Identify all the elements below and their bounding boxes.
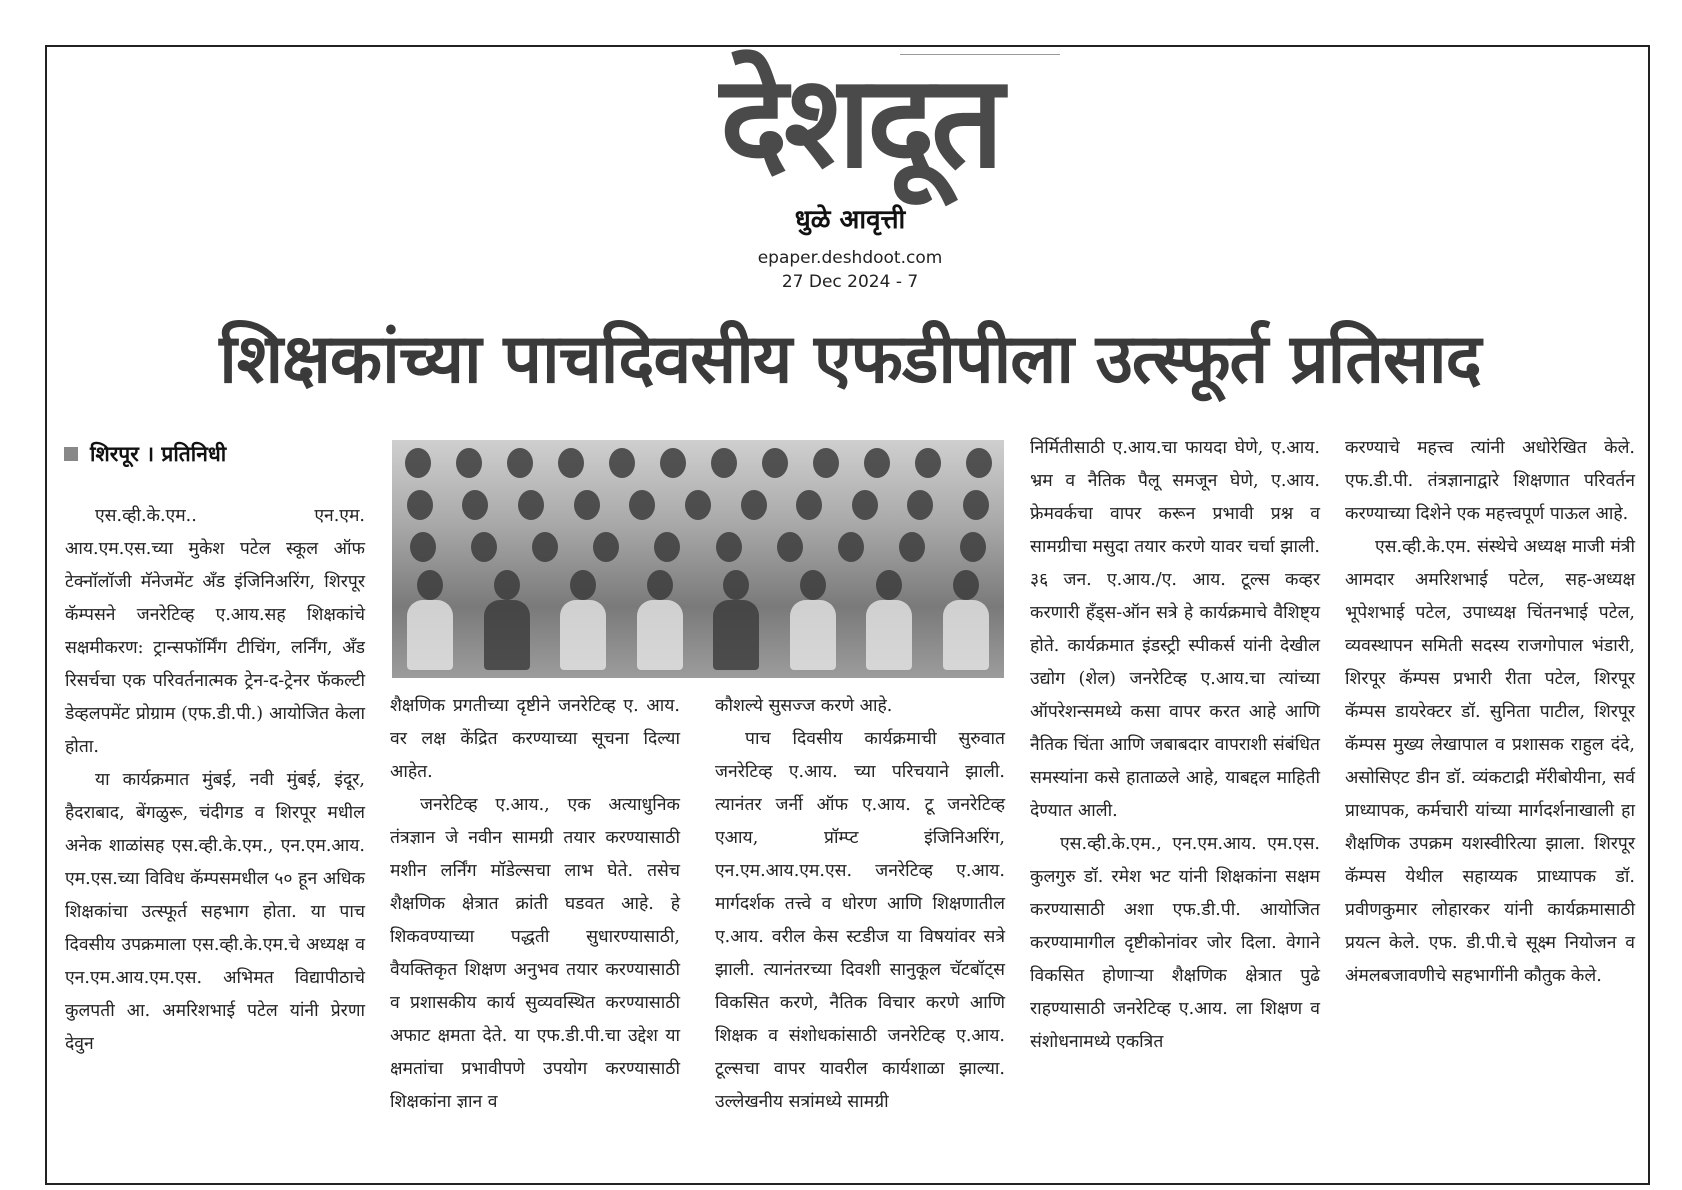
paragraph: या कार्यक्रमात मुंबई, नवी मुंबई, इंदूर, हैदराबाद, बेंगळुरू, चंदीगड व शिरपूर मधील अनेक शाळांसह एस.व्ही.के.एम., एन.एम.आय. एम.एस.च्या विविध कॅम्पसमधील ५० हून अधिक शिक्षकांचा उत्स्फूर्त सहभाग होता. या पाच दिवसीय उपक्रमाला एस.व्ही.के.एम.चे अध्यक्ष व एन.एम.आय.एम.एस. अभिमत विद्यापीठाचे कुलपती आ. अमरिशभाई पटेल यांनी प्रेरणा देवुन — [65, 770, 365, 1054]
person-head — [609, 448, 635, 478]
person-head — [777, 532, 803, 562]
person-head — [654, 532, 680, 562]
person-head — [558, 448, 584, 478]
edition-label: धुळे आवृत्ती — [794, 205, 906, 235]
bullet-square-icon — [64, 447, 78, 461]
person-head — [741, 490, 767, 520]
byline-text: शिरपूर । प्रतिनिधी — [90, 442, 227, 466]
person-head — [647, 570, 673, 600]
article-column-3 — [715, 690, 1005, 1180]
person-head — [838, 532, 864, 562]
person-head — [852, 490, 878, 520]
person-head — [456, 448, 482, 478]
person-head — [813, 448, 839, 478]
person-body — [713, 600, 759, 670]
person-head — [762, 448, 788, 478]
person-head — [915, 448, 941, 478]
person-head — [518, 490, 544, 520]
person-head — [864, 448, 890, 478]
person-body — [560, 600, 606, 670]
newspaper-logo: देशदूत — [720, 48, 1000, 197]
person-body — [866, 600, 912, 670]
byline — [64, 440, 364, 468]
person-head — [660, 448, 686, 478]
person-head — [507, 448, 533, 478]
person-body — [943, 600, 989, 670]
person-head — [966, 448, 992, 478]
person-head — [593, 532, 619, 562]
person-head — [410, 532, 436, 562]
article-column-1 — [65, 500, 365, 1180]
paragraph: शैक्षणिक प्रगतीच्या दृष्टीने जनरेटिव्ह ए. आय. वर लक्ष केंद्रित करण्याच्या सूचना दिल्या आहेत. — [390, 696, 680, 782]
person-body — [790, 600, 836, 670]
paragraph: निर्मितीसाठी ए.आय.चा फायदा घेणे, ए.आय. भ्रम व नैतिक पैलू समजून घेणे, ए.आय. फ्रेमवर्कचा वापर करून प्रभावी प्रश्न व सामग्रीचा मसुदा तयार करणे यावर चर्चा झाली. ३६ जन. ए.आय./ए. आय. टूल्स कव्हर करणारी हँड्स-ऑन सत्रे हे कार्यक्रमाचे वैशिष्ट्य होते. कार्यक्रमात इंडस्ट्री स्पीकर्स यांनी देखील उद्योग (शेल) जनरेटिव्ह ए.आय.चा त्यांच्या ऑपरेशन्समध्ये कसा वापर करत आहे आणि नैतिक चिंता आणि जबाबदार वापराशी संबंधित समस्यांना कसे हाताळले आहे, याबद्दल माहिती देण्यात आली. — [1030, 438, 1320, 821]
paragraph: एस.व्ही.के.एम., एन.एम.आय. एम.एस. कुलगुरु डॉ. रमेश भट यांनी शिक्षकांना सक्षम करण्यासाठी अशा एफ.डी.पी. आयोजित करण्यामागील दृष्टीकोनांवर जोर दिला. वेगाने विकसित होणाऱ्या शैक्षणिक क्षेत्रात पुढे राहण्यासाठी जनरेटिव्ह ए.आय. ला शिक्षण व संशोधनामध्ये एकत्रित — [1030, 834, 1320, 1052]
person-head — [629, 490, 655, 520]
paragraph: करण्याचे महत्त्व त्यांनी अधोरेखित केले. एफ.डी.पी. तंत्रज्ञानाद्वारे शिक्षणात परिवर्तन करण्याच्या दिशेने एक महत्त्वपूर्ण पाऊल आहे. — [1345, 438, 1635, 524]
person-head — [471, 532, 497, 562]
paragraph: एस.व्ही.के.एम. संस्थेचे अध्यक्ष माजी मंत्री आमदार अमरिशभाई पटेल, सह-अध्यक्ष भूपेशभाई पटेल, उपाध्यक्ष चिंतनभाई पटेल, व्यवस्थापन समिती सदस्य राजगोपाल भंडारी, शिरपूर कॅम्पस प्रभारी रीता पटेल, शिरपूर कॅम्पस डायरेक्टर डॉ. सुनिता पाटील, शिरपूर कॅम्पस मुख्य लेखापाल व प्रशासक राहुल दंदे, असोसिएट डीन डॉ. व्यंकटाद्री मॅरीबोयीना, सर्व प्राध्यापक, कर्मचारी यांच्या मार्गदर्शनाखाली हा शैक्षणिक उपक्रम यशस्वीरित्या झाला. शिरपूर कॅम्पस येथील सहाय्यक प्राध्यापक डॉ. प्रवीणकुमार लोहारकर यांनी कार्यक्रमासाठी प्रयत्न केले. एफ. डी.पी.चे सूक्ष्म नियोजन व अंमलबजावणीचे सहभागींनी कौतुक केले. — [1345, 537, 1635, 986]
person-head — [953, 570, 979, 600]
person-head — [685, 490, 711, 520]
person-head — [716, 532, 742, 562]
person-head — [960, 532, 986, 562]
person-head — [462, 490, 488, 520]
article-column-5 — [1345, 432, 1635, 1180]
person-head — [532, 532, 558, 562]
epaper-url: epaper.deshdoot.com — [757, 248, 943, 268]
paragraph: पाच दिवसीय कार्यक्रमाची सुरुवात जनरेटिव्ह ए.आय. च्या परिचयाने झाली. त्यानंतर जर्नी ऑफ ए.आय. टू जनरेटिव्ह एआय, प्रॉम्प्ट इंजिनिअरिंग, एन.एम.आय.एम.एस. जनरेटिव्ह ए.आय. मार्गदर्शक तत्त्वे व धोरण आणि शिक्षणातील ए.आय. वरील केस स्टडीज या विषयांवर सत्रे झाली. त्यानंतरच्या दिवशी सानुकूल चॅटबॉट्स विकसित करणे, नैतिक विचार करणे आणि शिक्षक व संशोधकांसाठी जनरेटिव्ह ए.आय. टूल्सचा वापर यावरील कार्यशाळा झाल्या. उल्लेखनीय सत्रांमध्ये सामग्री — [715, 729, 1005, 1112]
paragraph: एस.व्ही.के.एम.. एन.एम. आय.एम.एस.च्या मुकेश पटेल स्कूल ऑफ टेक्नॉलॉजी मॅनेजमेंट अँड इंजिनिअरिंग, शिरपूर कॅम्पसने जनरेटिव्ह ए.आय.सह शिक्षकांचे सक्षमीकरण: ट्रान्सफॉर्मिंग टीचिंग, लर्निंग, अँड रिसर्चचा एक परिवर्तनात्मक ट्रेन-द-ट्रेनर फॅकल्टी डेव्हलपमेंट प्रोग्राम (एफ.डी.पी.) आयोजित केला होता. — [65, 506, 365, 757]
person-head — [574, 490, 600, 520]
person-head — [407, 490, 433, 520]
person-head — [711, 448, 737, 478]
person-head — [570, 570, 596, 600]
person-head — [876, 570, 902, 600]
person-body — [637, 600, 683, 670]
person-head — [796, 490, 822, 520]
paragraph: कौशल्ये सुसज्ज करणे आहे. — [715, 696, 893, 716]
article-headline: शिक्षकांच्या पाचदिवसीय एफडीपीला उत्स्फूर्त प्रतिसाद — [219, 320, 1481, 399]
person-head — [907, 490, 933, 520]
paragraph: जनरेटिव्ह ए.आय., एक अत्याधुनिक तंत्रज्ञान जे नवीन सामग्री तयार करण्यासाठी मशीन लर्निंग मॉडेल्सचा लाभ घेते. तसेच शैक्षणिक क्षेत्रात क्रांती घडवत आहे. हे शिकवण्याच्या पद्धती सुधारण्यासाठी, वैयक्तिकृत शिक्षण अनुभव तयार करण्यासाठी व प्रशासकीय कार्य सुव्यवस्थित करण्यासाठी अफाट क्षमता देते. या एफ.डी.पी.चा उद्देश या क्षमतांचा प्रभावीपणे उपयोग करण्यासाठी शिक्षकांना ज्ञान व — [390, 795, 680, 1112]
person-head — [417, 570, 443, 600]
person-body — [407, 600, 453, 670]
issue-date: 27 Dec 2024 - 7 — [781, 272, 919, 292]
person-head — [723, 570, 749, 600]
person-head — [800, 570, 826, 600]
person-head — [963, 490, 989, 520]
article-column-4 — [1030, 432, 1320, 1180]
person-head — [494, 570, 520, 600]
group-photo — [392, 440, 1004, 678]
person-head — [405, 448, 431, 478]
article-column-2 — [390, 690, 680, 1180]
person-body — [484, 600, 530, 670]
person-head — [899, 532, 925, 562]
